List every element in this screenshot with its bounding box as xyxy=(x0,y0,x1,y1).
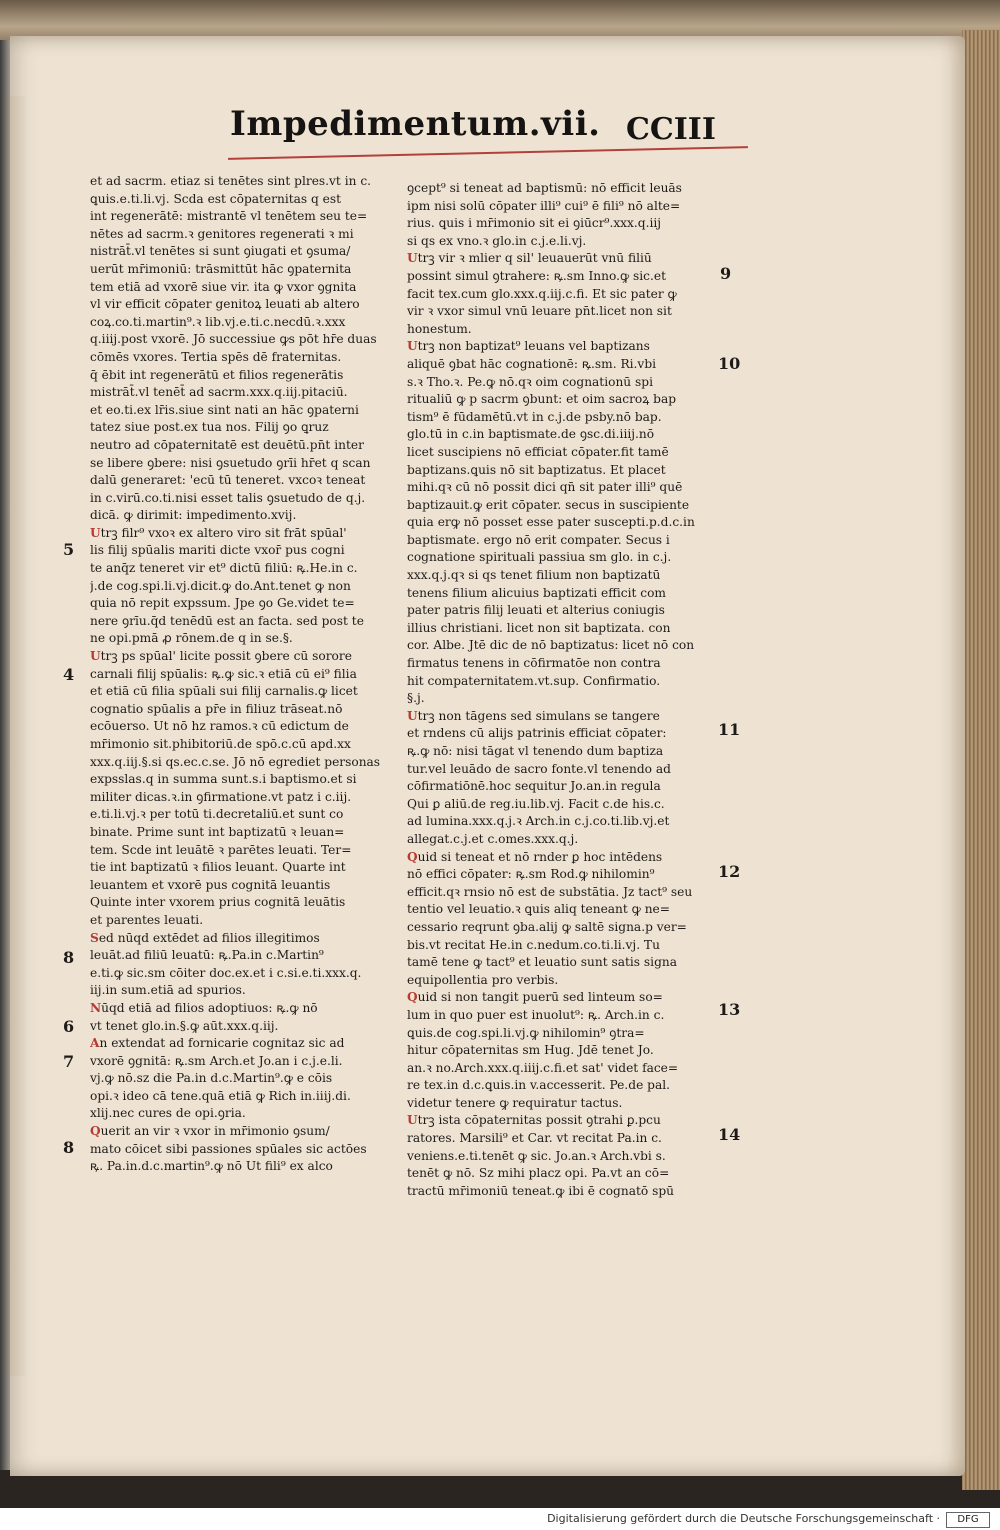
text-line: et parentes leuati. xyxy=(90,912,204,927)
text-line: tie int baptizatū ꝛ filios leuant. Quarte int xyxy=(90,860,346,875)
text-line: si qs ex vno.ꝛ glo.in c.j.e.li.vj. xyxy=(407,233,587,248)
text-line: baptizans.ꝗuis nō sit baptizatus. Et placet xyxy=(407,462,666,477)
text-line: ne opi.pmā ꝓ rōnem.de q in se.§. xyxy=(90,631,293,646)
text-line: vj.ꝙ nō.sz die Pa.in d.c.Martin⁹.ꝙ e cōis xyxy=(90,1071,333,1086)
text-line: mr̄imonio sit.phibitoriū.de spō.c.cū apd.xx xyxy=(90,737,351,751)
text-line: aliquē ꝯbat hāc cognationē: ꝶ.sm. Ri.vbi xyxy=(407,356,657,371)
text-line: tractū mr̄imoniū teneat.ꝙ ibi ē cognatō spū xyxy=(407,1183,674,1198)
margin-number: 13 xyxy=(718,1000,741,1019)
text-line: Utrꝫ non baptizat⁹ leuans vel baptizans xyxy=(407,339,650,354)
text-line: xxx.q.j.qꝛ si qs tenet filium non baptizatū xyxy=(407,568,661,583)
margin-number: 12 xyxy=(718,862,741,881)
text-line: uerūt mr̄imoniū: trāsmittūt hāc ꝯpaternita xyxy=(90,261,352,276)
text-line: nere ꝯrīu.q̄d tenēdū est an facta. sed post te xyxy=(90,613,364,628)
text-line: expsslas.q in summa sunt.s.i baptismo.et si xyxy=(90,772,357,787)
text-line: nētes ad sacrm.ꝛ genitores regenerati ꝛ mi xyxy=(90,226,354,241)
text-line: illius christiani. licet non sit baptizata. con xyxy=(407,620,671,635)
margin-number: 8 xyxy=(63,948,75,967)
book-fore-edge xyxy=(962,30,1000,1490)
text-line: lis filij spūalis mariti dicte vxor̄ pus cogni xyxy=(90,543,345,558)
text-line: quia nō repit expssum. Jpe ꝯo Ge.videt te= xyxy=(90,596,355,611)
text-line: vir ꝛ vxor simul vnū leuare pn̄t.licet non sit xyxy=(407,304,672,319)
text-line: iij.in sum.etiā ad spurios. xyxy=(90,983,246,998)
text-line: tem etiā ad vxorē siue vir. ita ꝙ vxor ꝯgnita xyxy=(90,279,357,294)
text-line: binate. Prime sunt int baptizatū ꝛ leuan= xyxy=(90,824,345,839)
text-line: j.de cog.spi.li.vj.dicit.ꝙ do.Ant.tenet ꝙ non xyxy=(90,578,351,593)
text-line: et etiā cū filia spūali sui filij carnalis.ꝙ licet xyxy=(90,684,358,699)
text-line: Utrꝫ non tāgens sed simulans se tangere xyxy=(407,708,660,723)
text-line: equipollentia pro verbis. xyxy=(407,972,559,987)
text-line: s.ꝛ Tho.ꝛ. Pe.ꝙ nō.qꝛ oim cognationū spi xyxy=(407,374,653,389)
text-line: Querit an vir ꝛ vxor in mr̄imonio ꝯsum/ xyxy=(90,1124,330,1139)
text-line: possint simul ꝯtrahere: ꝶ.sm Inno.ꝙ sic.et xyxy=(407,268,666,283)
margin-number: 9 xyxy=(720,264,732,283)
text-line: tenēt ꝙ nō. Sz mihi placz opi. Pa.vt an cō= xyxy=(407,1166,670,1181)
text-line: an.ꝛ no.Arch.xxx.q.iiij.c.fi.et sat' videt face= xyxy=(407,1060,679,1075)
text-line: ipm nisi solū cōpater illi⁹ cui⁹ ē fili⁹ nō alte= xyxy=(407,198,681,213)
text-line: Utrꝫ ista cōpaternitas possit ꝯtrahi ꝑ.pcu xyxy=(407,1113,661,1128)
text-line: et eo.ti.ex lr̄is.siue sint nati an hāc ꝯpaterni xyxy=(90,402,359,417)
text-line: te anq̄z teneret vir et⁹ dictū filiū: ꝶ.He.in c. xyxy=(90,561,358,576)
text-line: ecōuerso. Ut nō hz ramos.ꝛ cū edictum de xyxy=(90,719,349,734)
text-line: tem. Scde int leuātē ꝛ parētes leuati. Ter= xyxy=(90,842,352,857)
text-line: coꝝ.co.ti.martin⁹.ꝛ lib.vj.e.ti.c.necdū.ꝛ.xxx xyxy=(90,314,346,329)
text-line: tur.vel leuādo de sacro fonte.vl tenendo ad xyxy=(407,761,671,776)
text-line: et ad sacrm. etiaz si tenētes sint plres.vt in c. xyxy=(90,174,372,188)
text-line: Quid si non tangit puerū sed linteum so= xyxy=(407,990,663,1005)
text-line: quia erꝙ nō posset esse pater suscepti.p.d.c.in xyxy=(407,515,695,530)
text-line: hit compaternitatem.vt.sup. Confirmatio. xyxy=(407,673,661,688)
text-line: cor. Albe. Jtē dic de nō baptizatus: licet nō con xyxy=(407,638,695,653)
text-line: xxx.q.iij.§.si qs.ec.c.se. Jō nō egrediet personas xyxy=(90,754,381,769)
text-line: An extendat ad fornicarie cognitaz sic ad xyxy=(90,1036,345,1051)
text-line: tism⁹ ē fūdamētū.vt in c.j.de psby.nō bap. xyxy=(407,409,662,424)
text-line: neutro ad cōpaternitatē est deuētū.pn̄t inter xyxy=(90,437,364,452)
text-line: ratores. Marsili⁹ et Car. vt recitat Pa.in c. xyxy=(407,1131,662,1146)
text-line: cōmēs vxores. Tertia spēs dē fraternitas. xyxy=(90,349,342,364)
text-line: vl vir efficit cōpater genitoꝝ leuati ab altero xyxy=(90,297,360,312)
text-line: mihi.qꝛ cū nō possit dici qn̄ sit pater illi⁹ quē xyxy=(407,480,683,495)
text-line: carnali filij spūalis: ꝶ.ꝙ sic.ꝛ etiā cū ei⁹ filia xyxy=(90,666,357,681)
text-line: Utrꝫ filr⁹ vxoꝛ ex altero viro sit frāt spūal' xyxy=(90,525,347,540)
text-line: nistrāt̄.vl tenētes si sunt ꝯiugati et ꝯsuma/ xyxy=(90,244,351,259)
left-text-column xyxy=(90,173,400,1176)
text-line: licet suscipiens nō efficiat cōpater.fit tamē xyxy=(407,444,669,459)
text-line: ad lumina.xxx.q.j.ꝛ Arch.in c.j.co.ti.lib.vj.et xyxy=(407,814,670,829)
text-line: int regenerātē: mistrantē vl tenētem seu te= xyxy=(90,209,368,224)
text-line: Quid si teneat et nō rnder ꝑ hoc intēdens xyxy=(407,849,663,864)
margin-number: 5 xyxy=(63,540,75,559)
previous-page-strip xyxy=(10,96,26,1376)
footer-credit: Digitalisierung gefördert durch die Deutsche Forschungsgemeinschaft · xyxy=(547,1512,940,1525)
text-line: re tex.in d.c.ꝗuis.in v.accesserit. Pe.de pal. xyxy=(407,1078,670,1093)
text-line: leuantem et vxorē pus cognitā leuantis xyxy=(90,877,331,892)
text-line: vxorē ꝯgnitā: ꝶ.sm Arch.et Jo.an i c.j.e.li. xyxy=(90,1053,343,1068)
text-line: rius. ꝗuis i mr̄imonio sit ei ꝯiūcr⁹.xxx.q.iij xyxy=(407,216,662,231)
text-line: hitur cōpaternitas sm Hug. Jdē tenet Jo. xyxy=(407,1043,654,1058)
text-line: lum in quo puer est inuolut⁹: ꝶ. Arch.in c. xyxy=(407,1007,665,1022)
running-heading: Impedimentum.vii. xyxy=(230,104,601,144)
text-line: ꝶ.ꝙ nō: nisi tāgat vl tenendo dum baptiza xyxy=(407,744,664,758)
text-line: tamē tene ꝙ tact⁹ et leuatio sunt satis signa xyxy=(407,955,677,970)
text-line: cōfirmatiōnē.hoc sequitur Jo.an.in regula xyxy=(407,779,661,794)
text-line: ꝗuis.de cog.spi.li.vj.ꝙ nihilomin⁹ ꝯtra= xyxy=(407,1025,645,1040)
text-line: tentio vel leuatio.ꝛ ꝗuis aliq teneant ꝙ ne= xyxy=(407,902,670,917)
text-line: e.ti.li.vj.ꝛ per totū ti.decretaliū.et sunt co xyxy=(90,807,344,822)
text-line: ꝶ. Pa.in.d.c.martin⁹.ꝙ nō Ut fili⁹ ex alco xyxy=(90,1159,333,1174)
text-line: q.iiij.post vxorē. Jō successiue ꝙs pōt hr̄e duas xyxy=(90,332,377,347)
text-line: honestum. xyxy=(407,321,472,336)
text-line: glo.tū in c.in baptismate.de ꝯsc.di.iiij.nō xyxy=(407,427,655,442)
text-line: militer dicas.ꝛ.in ꝯfirmatione.vt patz i c.iij. xyxy=(90,789,352,804)
footer-bar xyxy=(0,1508,1000,1530)
text-line: Utrꝫ vir ꝛ mlier q sil' leuauerūt vnū filiū xyxy=(407,251,652,266)
text-line: cessario reqrunt ꝯba.alij ꝙ saltē signa.p ver= xyxy=(407,919,687,934)
text-line: tenens filium alicuius baptizati efficit com xyxy=(407,585,666,600)
text-line: facit tex.cum glo.xxx.q.iij.c.fi. Et sic pater ꝙ xyxy=(407,286,677,301)
margin-number: 11 xyxy=(718,720,741,739)
text-line: Qui ꝑ aliū.de reg.iu.lib.vj. Facit c.de his.c. xyxy=(407,796,665,811)
text-line: e.ti.ꝙ sic.sm cōiter doc.ex.et i c.si.e.ti.xxx.q. xyxy=(90,965,362,980)
folio-number: CCIII xyxy=(626,112,716,147)
text-line: allegat.c.j.et c.omes.xxx.q.j. xyxy=(407,831,579,846)
text-line: videtur tenere ꝙ requiratur tactus. xyxy=(407,1095,623,1110)
text-line: opi.ꝛ ideo cā tene.quā etiā ꝙ Rich in.iiij.di. xyxy=(90,1088,351,1103)
text-line: in c.virū.co.ti.nisi esset talis ꝯsuetudo de q.j. xyxy=(90,490,366,505)
text-line: mato cōicet sibi passiones spūales sic actōes xyxy=(90,1141,367,1156)
text-line: ritualiū ꝙ p sacrm ꝯbunt: et oim sacroꝝ bap xyxy=(407,392,677,407)
text-line: baptismate. ergo nō erit compater. Secus i xyxy=(407,532,670,547)
dfg-logo: DFG xyxy=(946,1512,990,1528)
text-line: q̄ ēbit int regenerātū et filios regenerātis xyxy=(90,367,344,382)
text-line: leuāt.ad filiū leuatū: ꝶ.Pa.in c.Martin⁹ xyxy=(90,948,324,963)
text-line: cognatione spirituali passiua sm glo. in c.j. xyxy=(407,550,672,565)
margin-number: 7 xyxy=(63,1052,75,1071)
text-line: vt tenet glo.in.§.ꝙ aūt.xxx.q.iij. xyxy=(90,1018,279,1033)
text-line: baptizauit.ꝙ erit cōpater. secus in suscipiente xyxy=(407,497,690,512)
margin-number: 4 xyxy=(63,665,75,684)
text-line: efficit.qꝛ rnsio nō est de substātia. Jz tact⁹ seu xyxy=(407,884,693,899)
text-line: ꝯcept⁹ si teneat ad baptismū: nō efficit leuās xyxy=(407,181,682,195)
text-line: dalū generaret: 'ecū tū teneret. vxcoꝛ teneat xyxy=(90,473,366,488)
margin-number: 6 xyxy=(63,1017,75,1036)
margin-number: 14 xyxy=(718,1125,741,1144)
text-line: mistrāt̄.vl tenēt̄ ad sacrm.xxx.q.iij.pitaciū. xyxy=(90,385,348,400)
margin-number: 10 xyxy=(718,354,741,373)
text-line: et rndens cū alijs patrinis efficiat cōpater: xyxy=(407,726,667,741)
text-line: Sed nūqd extēdet ad filios illegitimos xyxy=(90,930,320,945)
text-line: xlij.nec cures de opi.ꝯria. xyxy=(90,1106,246,1121)
right-text-column xyxy=(407,180,715,1200)
text-line: ꝗuis.e.ti.li.vj. Scda est cōpaternitas q est xyxy=(90,191,342,206)
text-line: §.j. xyxy=(407,691,425,706)
text-line: firmatus tenens in cōfirmatōe non contra xyxy=(407,656,661,671)
text-line: veniens.e.ti.tenēt ꝙ sic. Jo.an.ꝛ Arch.vbi s. xyxy=(407,1148,666,1163)
text-line: cognatio spūalis a pr̄e in filiuz trāseat.nō xyxy=(90,701,343,716)
text-line: se libere ꝯbere: nisi ꝯsuetudo ꝯrīi hr̄et q scan xyxy=(90,455,371,470)
margin-number: 8 xyxy=(63,1138,75,1157)
text-line: bis.vt recitat He.in c.nedum.co.ti.li.vj. Tu xyxy=(407,937,660,952)
text-line: nō effici cōpater: ꝶ.sm Rod.ꝙ nihilomin⁹ xyxy=(407,867,655,882)
text-line: tatez siue post.ex tua nos. Filij ꝯo ꝗruz xyxy=(90,420,329,435)
text-line: dicā. ꝙ dirimit: impedimento.xvij. xyxy=(90,508,297,523)
text-line: pater patris filij leuati et alterius coniugis xyxy=(407,603,665,618)
text-line: Nūqd etiā ad filios adoptiuos: ꝶ.ꝙ nō xyxy=(90,1000,318,1015)
text-line: Utrꝫ ps spūal' licite possit ꝯbere cū sorore xyxy=(90,649,352,664)
text-line: Quinte inter vxorem prius cognitā leuātis xyxy=(90,895,346,910)
